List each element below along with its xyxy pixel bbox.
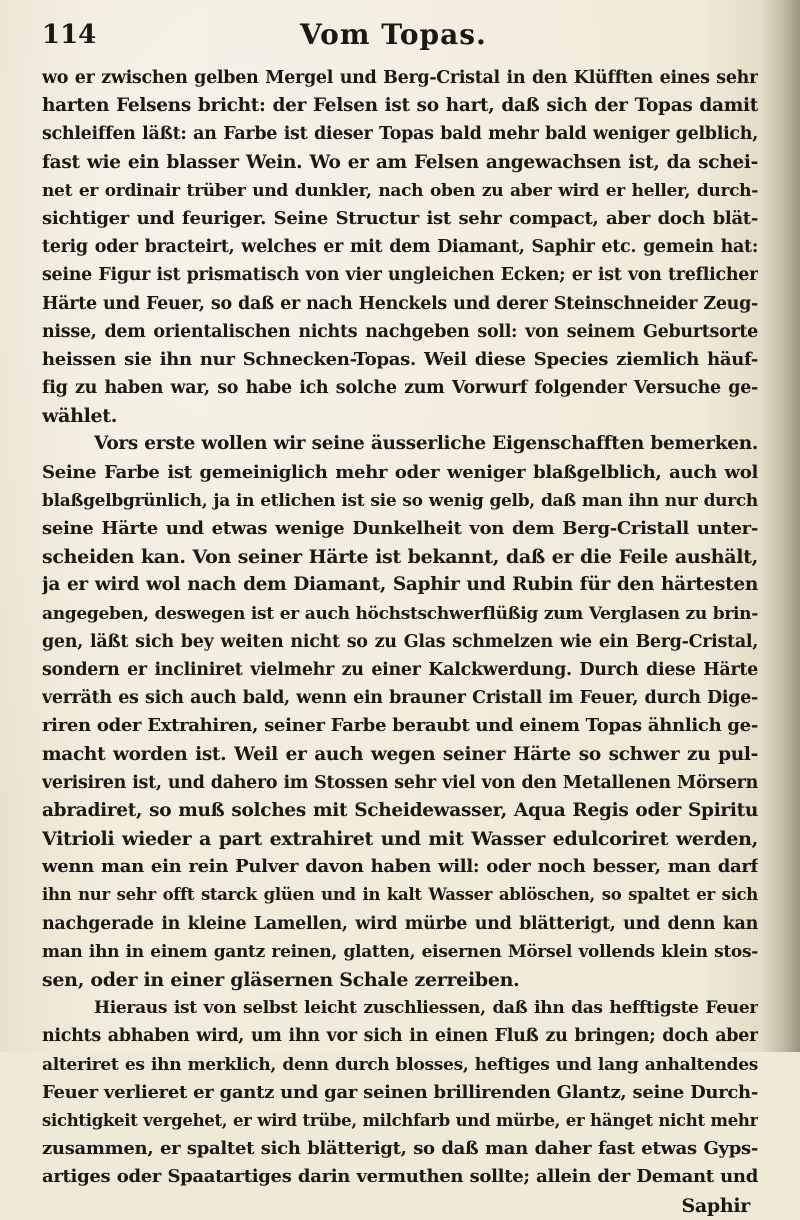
text-line: sen, oder in einer gläsernen Schale zerreiben.	[42, 969, 520, 991]
page-number: 114	[42, 20, 97, 50]
text-line: ja er wird wol nach dem Diamant, Saphir und Rubin für den härtesten	[42, 574, 758, 596]
text-line: blaßgelbgrünlich, ja in etlichen ist sie so wenig gelb, daß man ihn nur durch	[42, 490, 758, 511]
text-line: macht worden ist. Weil er auch wegen seiner Härte so schwer zu pul-	[42, 743, 758, 765]
text-line: verisiren ist, und dahero im Stossen sehr viel von den Metallenen Mörsern	[42, 772, 758, 793]
text-line: abradiret, so muß solches mit Scheidewasser, Aqua Regis oder Spiritu	[42, 799, 758, 821]
text-line: nisse, dem orientalischen nichts nachgeben soll: von seinem Geburtsorte	[42, 321, 758, 342]
text-line: verräth es sich auch bald, wenn ein brauner Cristall im Feuer, durch Dige-	[42, 688, 758, 709]
text-line: wo er zwischen gelben Mergel und Berg-Cristal in den Klüfften eines sehr	[42, 68, 758, 88]
text-line: nachgerade in kleine Lamellen, wird mürbe und blätterigt, und denn kan	[42, 913, 758, 934]
text-line: fast wie ein blasser Wein. Wo er am Felsen angewachsen ist, da schei-	[42, 151, 758, 173]
text-line: wenn man ein rein Pulver davon haben will: oder noch besser, man darf	[42, 856, 758, 878]
page-edge-shadow	[762, 0, 800, 1052]
text-line: Feuer verlieret er gantz und gar seinen brillirenden Glantz, seine Durch-	[42, 1081, 758, 1103]
body-text	[42, 64, 758, 1220]
text-line: Seine Farbe ist gemeiniglich mehr oder weniger blaßgelblich, auch wol	[42, 461, 758, 483]
text-line: heissen sie ihn nur Schnecken-Topas. Weil diese Species ziemlich häuf-	[42, 348, 758, 370]
text-line: Vitrioli wieder a part extrahiret und mit Wasser edulcoriret werden,	[42, 828, 758, 851]
text-line: wählet.	[42, 405, 118, 428]
text-line: harten Felsens bricht: der Felsen ist so hart, daß sich der Topas damit	[42, 95, 758, 117]
text-line: nichts abhaben wird, um ihn vor sich in einen Fluß zu bringen; doch aber	[42, 1026, 758, 1047]
running-head	[0, 18, 800, 58]
text-line: seine Härte und etwas wenige Dunkelheit von dem Berg-Cristall unter-	[42, 518, 758, 539]
running-title: Vom Topas.	[300, 18, 487, 51]
text-line: Hieraus ist von selbst leicht zuschliessen, daß ihn das hefftigste Feuer	[94, 998, 758, 1019]
text-line: man ihn in einem gantz reinen, glatten, eisernen Mörsel vollends klein stos-	[42, 941, 758, 962]
text-line: fig zu haben war, so habe ich solche zum Vorwurf folgender Versuche ge-	[42, 378, 758, 399]
text-line: sichtigkeit vergehet, er wird trübe, milchfarb und mürbe, er hänget nicht mehr	[42, 1110, 758, 1130]
text-line: riren oder Extrahiren, seiner Farbe beraubt und einem Topas ähnlich ge-	[42, 715, 758, 737]
text-line: artiges oder Spaatartiges darin vermuthen sollte; allein der Demant und	[42, 1166, 758, 1188]
text-line: terig oder bracteirt, welches er mit dem Diamant, Saphir etc. gemein hat:	[42, 237, 758, 258]
text-line: Vors erste wollen wir seine äusserliche Eigenschafften bemerken.	[94, 433, 758, 455]
catchword: Saphir	[681, 1194, 750, 1217]
text-line: scheiden kan. Von seiner Härte ist bekannt, daß er die Feile aushält,	[42, 546, 758, 569]
text-line: sondern er incliniret vielmehr zu einer Kalckwerdung. Durch diese Härte	[42, 659, 758, 680]
text-line: ihn nur sehr offt starck glüen und in kalt Wasser ablöschen, so spaltet er sich	[42, 885, 758, 905]
text-line: angegeben, deswegen ist er auch höchstschwerflüßig zum Verglasen zu brin-	[42, 603, 758, 624]
text-line: alteriret es ihn merklich, denn durch blosses, heftiges und lang anhaltendes	[42, 1054, 758, 1075]
text-line: schleiffen läßt: an Farbe ist dieser Topas bald mehr bald weniger gelblich,	[42, 124, 758, 145]
text-line: Härte und Feuer, so daß er nach Henckels und derer Steinschneider Zeug-	[42, 293, 758, 314]
text-line: sichtiger und feuriger. Seine Structur ist sehr compact, aber doch blät-	[42, 207, 758, 229]
text-line: gen, läßt sich bey weiten nicht so zu Glas schmelzen wie ein Berg-Cristal,	[42, 631, 758, 652]
text-line: net er ordinair trüber und dunkler, nach oben zu aber wird er heller, durch-	[42, 180, 758, 201]
text-line: zusammen, er spaltet sich blätterigt, so daß man daher fast etwas Gyps-	[42, 1138, 758, 1160]
text-line: seine Figur ist prismatisch von vier ungleichen Ecken; er ist von treflicher	[42, 265, 758, 286]
